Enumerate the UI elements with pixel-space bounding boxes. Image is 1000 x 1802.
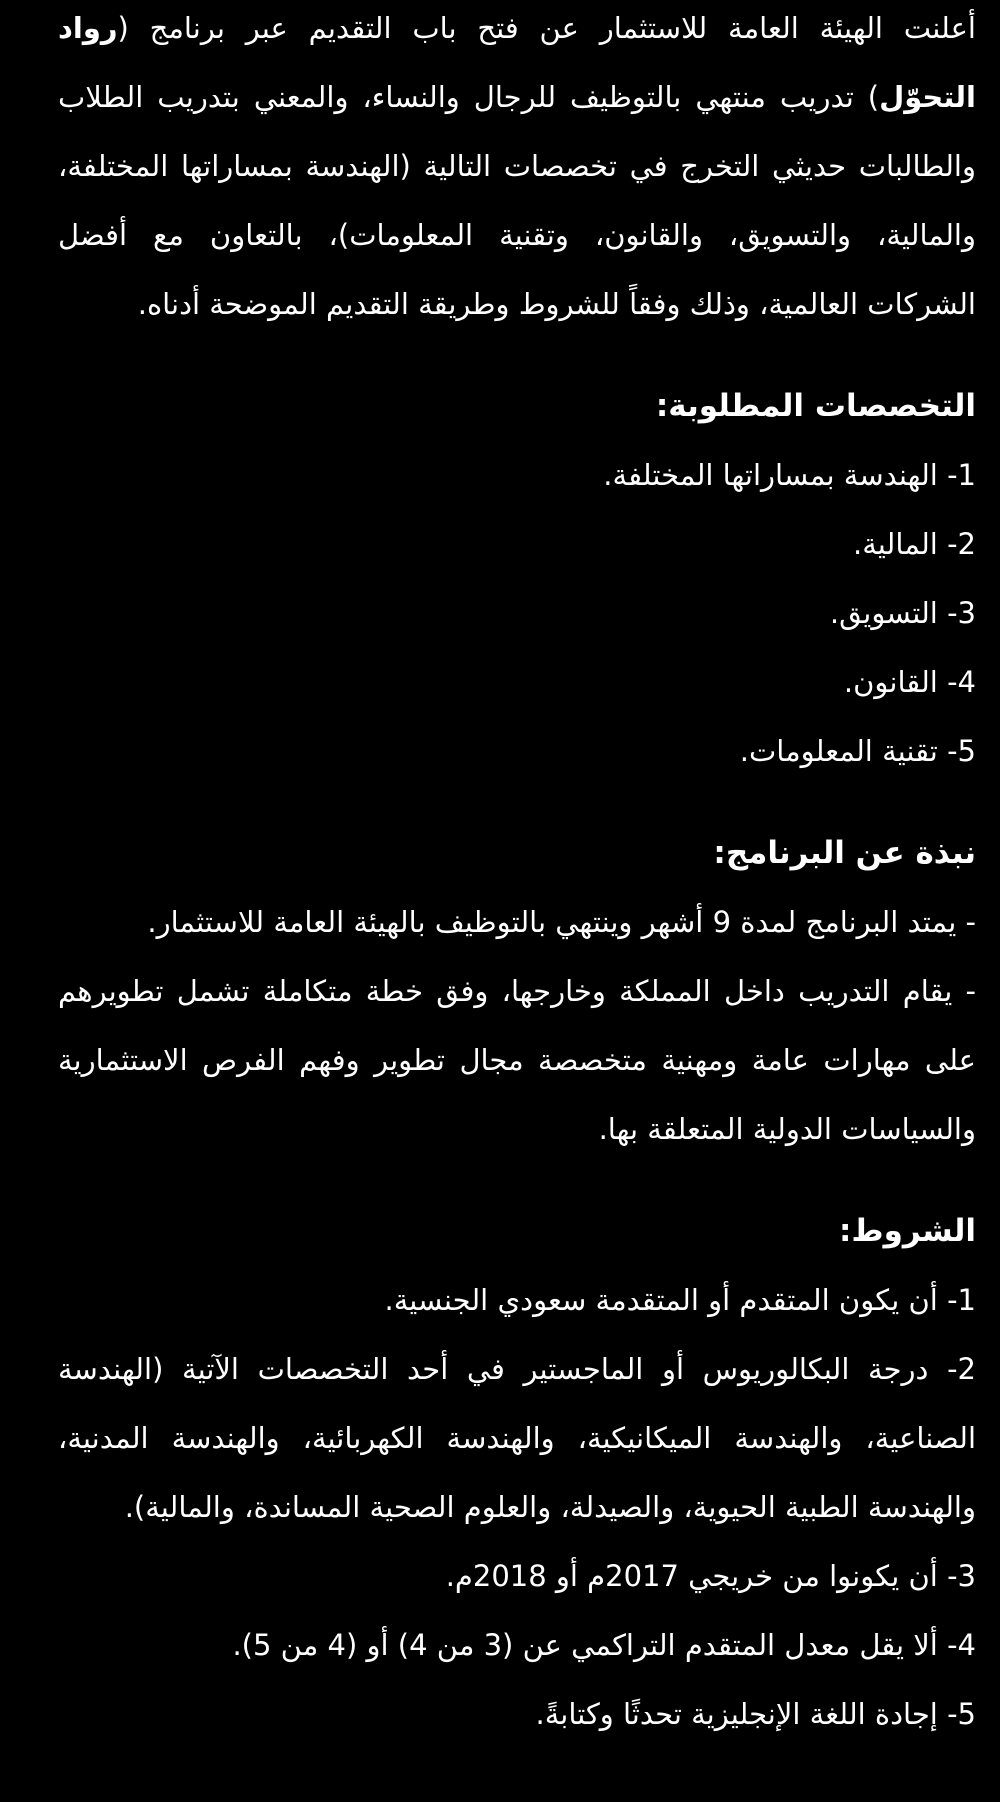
conditions-section [58, 1197, 976, 1749]
about-list [58, 888, 976, 1164]
section-gap [58, 1164, 976, 1197]
about-item: - يقام التدريب داخل المملكة وخارجها، وفق خطة متكاملة تشمل تطويرهم على مهارات عامة ومهنية متخصصة مجال تطوير وفهم الفرص الاستثمارية والسياسات الدولية المتعلقة بها. [58, 974, 976, 1146]
intro-paragraph [58, 0, 976, 339]
conditions-list [58, 1266, 976, 1749]
about-item: - يمتد البرنامج لمدة 9 أشهر وينتهي بالتوظيف بالهيئة العامة للاستثمار. [147, 905, 976, 939]
condition-item: 2- درجة البكالوريوس أو الماجستير في أحد التخصصات الآتية (الهندسة الصناعية، والهندسة الميكانيكية، والهندسة الكهربائية، والهندسة المدنية، والهندسة الطبية الحيوية، والصيدلة، والعلوم الصحية المساندة، والمالية). [58, 1352, 976, 1524]
intro-text-after: ) تدريب منتهي بالتوظيف للرجال والنساء، والمعني بتدريب الطلاب والطالبات حديثي التخرج في تخصصات التالية (الهندسة بمساراتها المختلفة، والمالية، والتسويق، والقانون، وتقنية المعلومات)، بالتعاون مع أفضل الشركات العالمية، وذلك وفقاً للشروط وطريقة التقديم الموضحة أدناه. [58, 80, 976, 321]
majors-section [58, 372, 976, 786]
major-item: 2- المالية. [853, 527, 976, 561]
condition-item: 4- ألا يقل معدل المتقدم التراكمي عن (3 من 4) أو (4 من 5). [232, 1628, 976, 1662]
about-heading: نبذة عن البرنامج: [713, 835, 976, 871]
section-gap [58, 339, 976, 372]
majors-list [58, 441, 976, 786]
condition-item: 3- أن يكونوا من خريجي 2017م أو 2018م. [445, 1559, 976, 1593]
major-item: 1- الهندسة بمساراتها المختلفة. [603, 458, 976, 492]
major-item: 5- تقنية المعلومات. [739, 734, 976, 768]
condition-item: 1- أن يكون المتقدم أو المتقدمة سعودي الجنسية. [384, 1283, 976, 1317]
major-item: 3- التسويق. [829, 596, 976, 630]
condition-item: 5- إجادة اللغة الإنجليزية تحدثًا وكتابةً. [535, 1697, 976, 1731]
intro-text-before: أعلنت الهيئة العامة للاستثمار عن فتح باب التقديم عبر برنامج ( [117, 11, 976, 45]
majors-heading: التخصصات المطلوبة: [655, 388, 976, 424]
section-gap [58, 786, 976, 819]
conditions-heading: الشروط: [839, 1213, 976, 1249]
about-section [58, 819, 976, 1164]
program-name: رواد التحوّل [58, 11, 976, 114]
major-item: 4- القانون. [843, 665, 976, 699]
